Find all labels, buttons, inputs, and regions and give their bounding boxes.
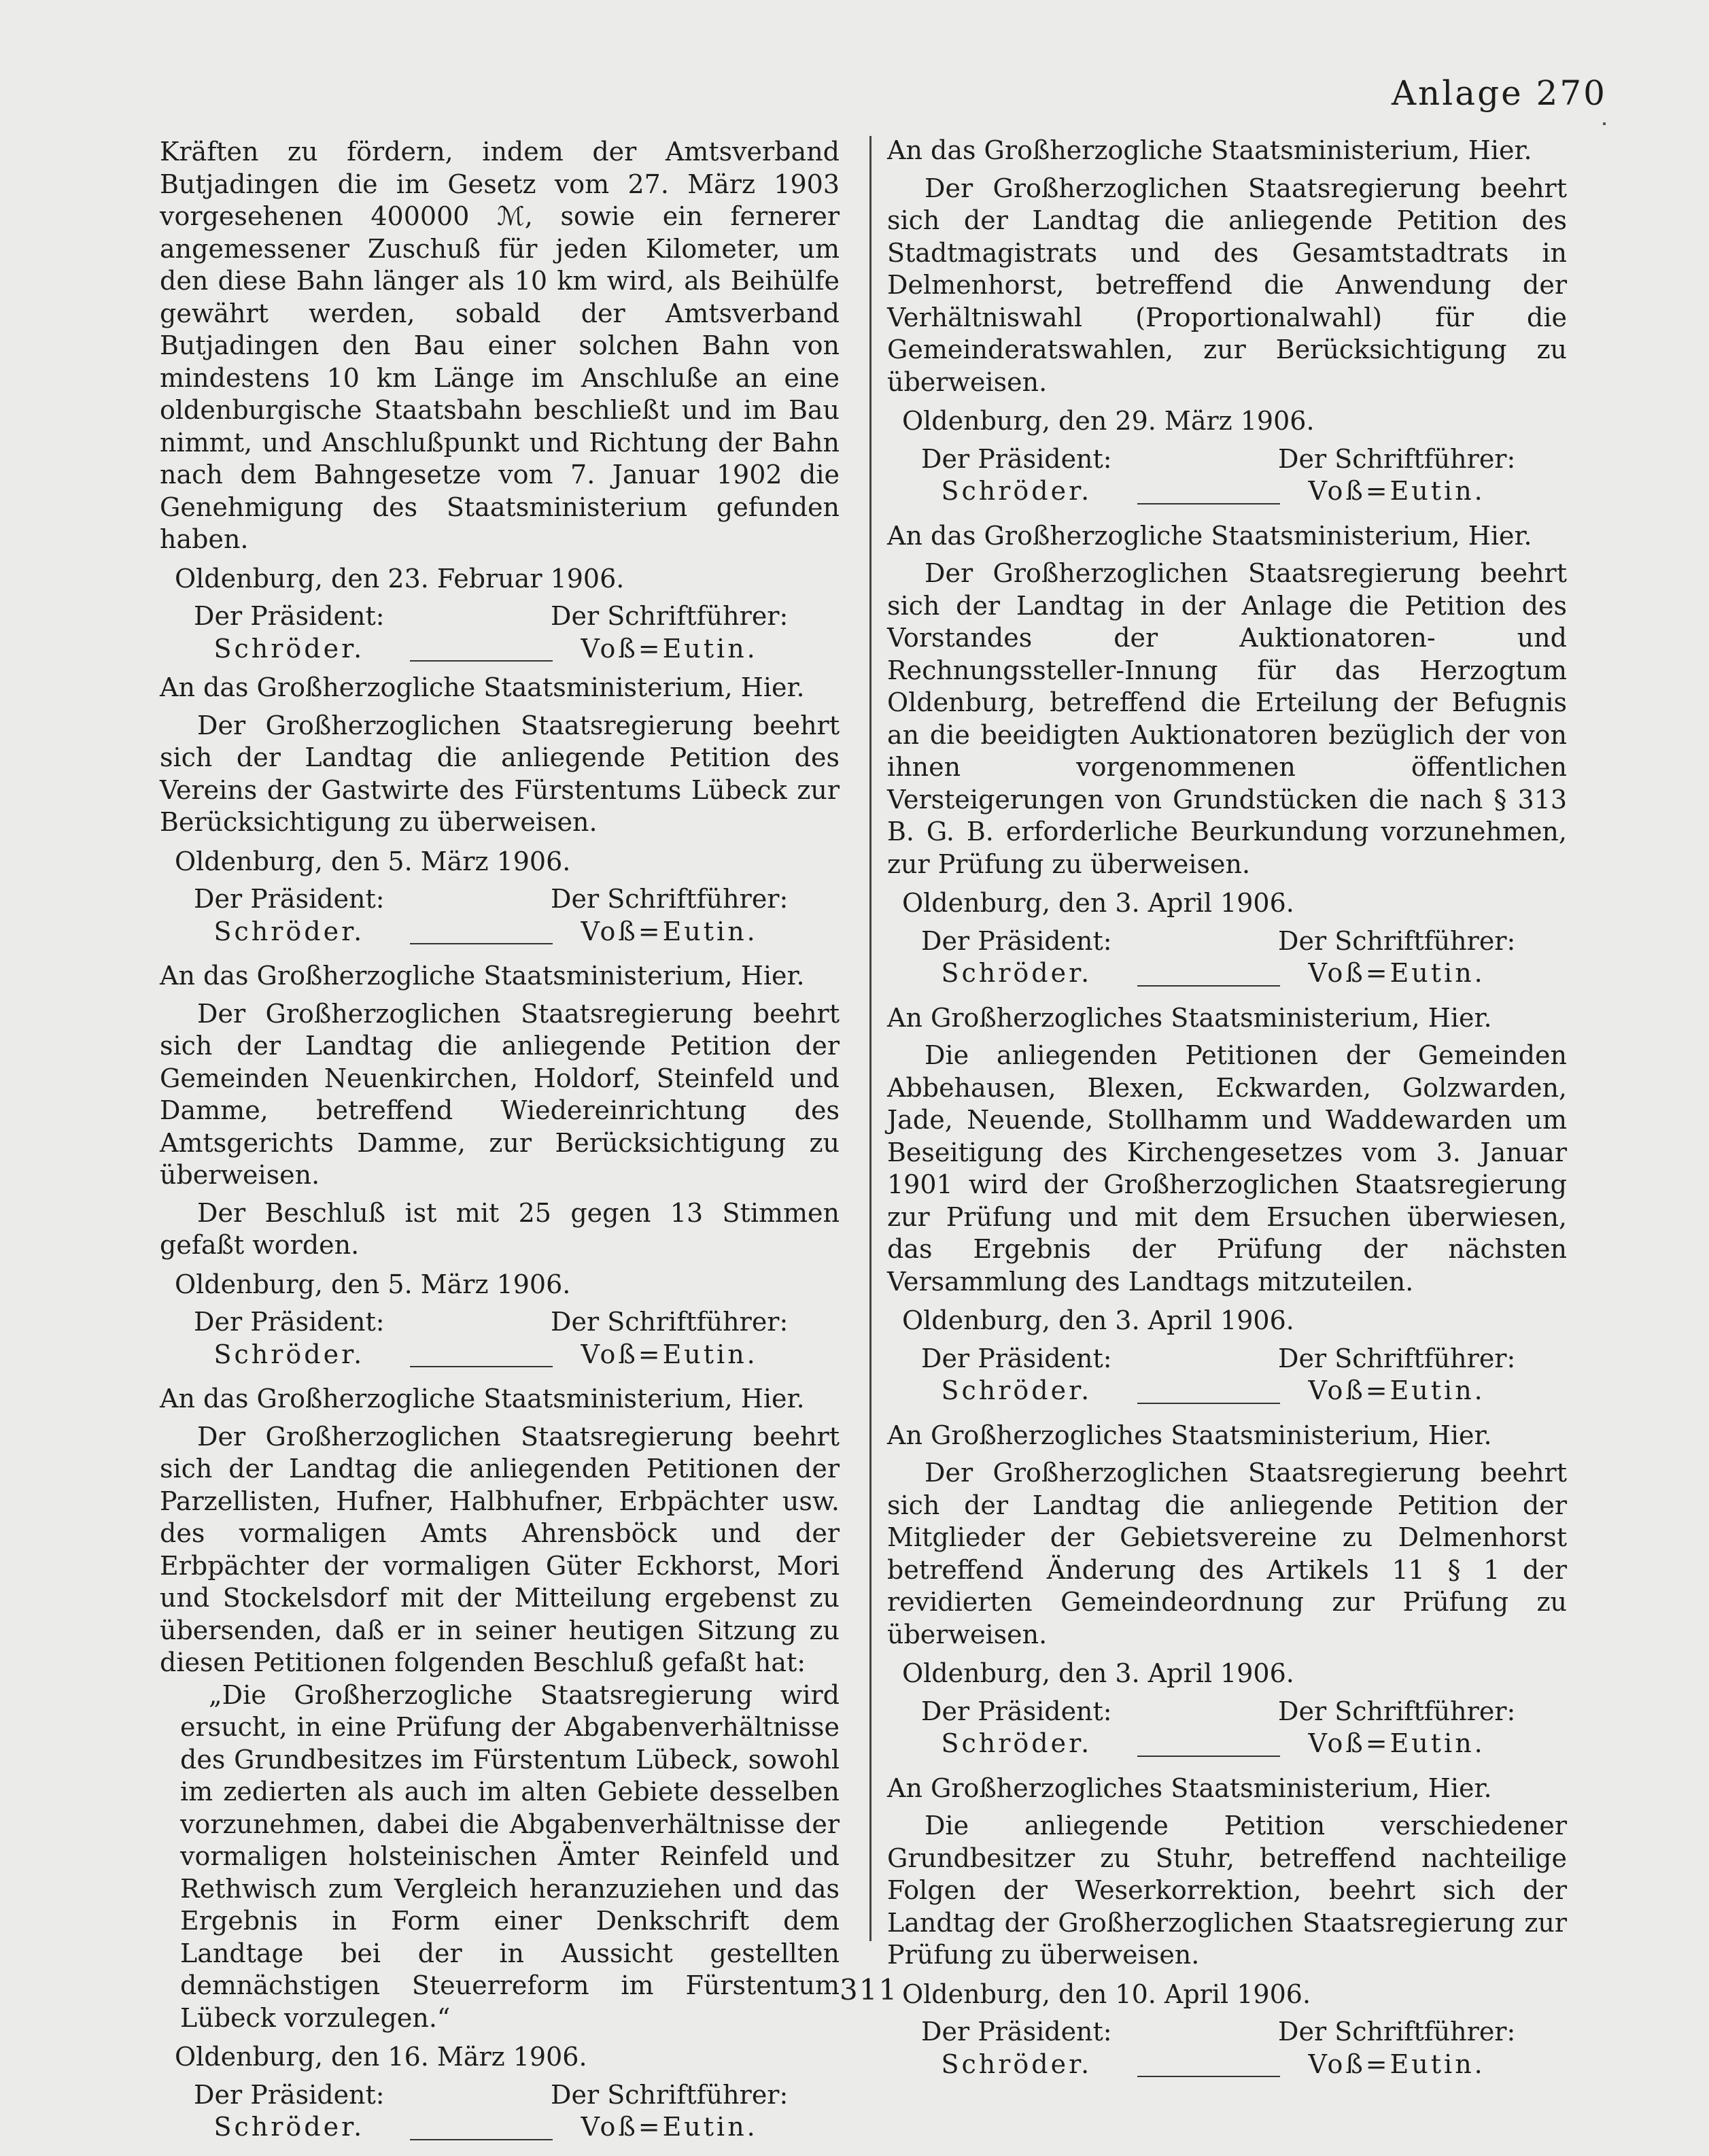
letter-address: An das Großherzogliche Staatsministerium, Hier. — [160, 672, 805, 702]
secretary-name: Voß=Eutin. — [581, 633, 758, 664]
letter-address: An das Großherzogliche Staatsministerium, Hier. — [160, 961, 805, 991]
signature-block — [887, 443, 1567, 508]
secretary-signature — [551, 1306, 788, 1371]
separator-rule — [1137, 1756, 1280, 1757]
letter-section — [887, 1002, 1567, 1407]
secretary-title: Der Schriftführer: — [1278, 443, 1516, 474]
president-title: Der Präsident: — [921, 1343, 1112, 1373]
letter-address: An das Großherzogliche Staatsministerium, Hier. — [160, 1384, 805, 1414]
president-signature — [194, 2079, 385, 2144]
president-name: Schröder. — [213, 2112, 365, 2142]
date-line: Oldenburg, den 5. März 1906. — [175, 846, 571, 876]
left-column — [160, 136, 840, 2156]
secretary-signature — [1278, 925, 1515, 990]
date-line: Oldenburg, den 29. März 1906. — [902, 406, 1315, 436]
secretary-signature — [551, 600, 788, 665]
president-signature — [921, 925, 1112, 990]
secretary-name: Voß=Eutin. — [1308, 1375, 1485, 1405]
president-signature — [921, 2016, 1112, 2081]
letter-section — [887, 135, 1567, 508]
date-line: Oldenburg, den 5. März 1906. — [175, 1269, 571, 1299]
letter-section — [160, 1383, 840, 2144]
president-signature — [921, 1696, 1112, 1760]
separator-rule — [410, 943, 553, 944]
secretary-title: Der Schriftführer: — [1278, 1343, 1516, 1373]
secretary-title: Der Schriftführer: — [1278, 2017, 1516, 2047]
letter-address: An das Großherzogliche Staatsministerium, Hier. — [887, 135, 1532, 165]
signature-block — [160, 883, 840, 948]
date-line: Oldenburg, den 3. April 1906. — [902, 1658, 1294, 1688]
secretary-title: Der Schriftführer: — [551, 1307, 789, 1337]
signature-block — [887, 1696, 1567, 1760]
letter-paragraph: Der Großherzoglichen Staatsregierung beehrt sich der Landtag in der Anlage die Petition des Vorstandes der Auktionatoren- und Rechnungssteller-Innung für das Herzogtum Oldenburg, betreffend die Erteilung der Befugnis an die beeidigten Auktionatoren bezüglich der von ihnen vorgenommenen öffentlichen Versteigerungen von Grundstücken die nach § 313 B. G. B. erforderliche Beurkundung vorzunehmen, zur Prüfung zu überweisen. — [887, 558, 1567, 879]
secretary-name: Voß=Eutin. — [581, 916, 758, 946]
letter-paragraph: Der Großherzoglichen Staatsregierung beehrt sich der Landtag die anliegende Petition des Vereins der Gastwirte des Fürstentums Lübeck zur Berücksichtigung zu überweisen. — [160, 710, 840, 837]
letter-paragraph: Die anliegende Petition verschiedener Grundbesitzer zu Stuhr, betreffend nachteilige Folgen der Weserkorrektion, beehrt sich der Landtag der Großherzoglichen Staatsregierung zur Prüfung zu überweisen. — [887, 1811, 1567, 1970]
separator-rule — [1137, 503, 1280, 504]
secretary-signature — [1278, 1343, 1515, 1407]
signature-block — [887, 925, 1567, 990]
president-signature — [194, 1306, 385, 1371]
president-title: Der Präsident: — [194, 1307, 385, 1337]
signature-block — [160, 2079, 840, 2144]
separator-rule — [410, 1366, 553, 1367]
secretary-signature — [1278, 1696, 1515, 1760]
secretary-signature — [551, 883, 788, 948]
secretary-signature — [1278, 443, 1515, 508]
president-title: Der Präsident: — [921, 443, 1112, 474]
secretary-title: Der Schriftführer: — [551, 601, 789, 631]
secretary-name: Voß=Eutin. — [1308, 1728, 1485, 1758]
secretary-name: Voß=Eutin. — [581, 1339, 758, 1369]
margin-dot — [1603, 122, 1606, 125]
appendix-label: Anlage 270 — [1391, 73, 1607, 113]
president-title: Der Präsident: — [921, 2017, 1112, 2047]
letter-paragraph: Der Großherzoglichen Staatsregierung beehrt sich der Landtag die anliegenden Petitionen der Parzellisten, Hufner, Halbhufner, Erbpächter usw. des vormaligen Amts Ahrensböck und der Erbpächter der vormaligen Güter Eckhorst, Mori und Stockelsdorf mit der Mitteilung ergebenst zu übersenden, daß er in seiner heutigen Sitzung zu diesen Petitionen folgenden Beschluß gefaßt hat: — [160, 1421, 840, 1677]
president-signature — [194, 883, 385, 948]
president-name: Schröder. — [213, 1339, 365, 1369]
secretary-title: Der Schriftführer: — [551, 2079, 789, 2110]
letter-address: An das Großherzogliche Staatsministerium, Hier. — [887, 520, 1532, 551]
secretary-signature — [551, 2079, 788, 2144]
president-title: Der Präsident: — [921, 1696, 1112, 1726]
president-title: Der Präsident: — [194, 2079, 385, 2110]
date-line: Oldenburg, den 10. April 1906. — [902, 1979, 1311, 2009]
secretary-name: Voß=Eutin. — [1308, 476, 1485, 506]
signature-block — [160, 1306, 840, 1371]
separator-rule — [1137, 2076, 1280, 2077]
continued-paragraph: Kräften zu fördern, indem der Amtsverband Butjadingen die im Gesetz vom 27. März 1903 vorgesehenen 400000 ℳ, sowie ein fernerer angemessener Zuschuß für jeden Kilometer, um den diese Bahn länger als 10 km wird, als Beihülfe gewährt werden, sobald der Amtsverband Butjadingen den Bau einer solchen Bahn von mindestens 10 km Länge im Anschluße an eine oldenburgische Staatsbahn beschließt und im Bau nimmt, und Anschlußpunkt und Richtung der Bahn nach dem Bahngesetze vom 7. Januar 1902 die Genehmigung des Staatsministerium gefunden haben. — [160, 137, 840, 554]
president-title: Der Präsident: — [194, 601, 385, 631]
letter-paragraph: Der Großherzoglichen Staatsregierung beehrt sich der Landtag die anliegende Petition des Stadtmagistrats und des Gesamtstadtrats in Delmenhorst, betreffend die Anwendung der Verhältniswahl (Proportionalwahl) für die Gemeinderatswahlen, zur Berücksichtigung zu überweisen. — [887, 173, 1567, 397]
signature-block — [887, 2016, 1567, 2081]
letter-address: An Großherzogliches Staatsministerium, Hier. — [887, 1420, 1492, 1450]
secretary-name: Voß=Eutin. — [1308, 2049, 1485, 2079]
signature-block — [887, 1343, 1567, 1407]
page-number: 311 — [840, 1973, 899, 2006]
secretary-title: Der Schriftführer: — [1278, 1696, 1516, 1726]
secretary-name: Voß=Eutin. — [1308, 958, 1485, 988]
president-title: Der Präsident: — [921, 925, 1112, 956]
right-column — [887, 135, 1567, 2093]
date-line: Oldenburg, den 3. April 1906. — [902, 888, 1294, 918]
president-signature — [921, 443, 1112, 508]
president-name: Schröder. — [213, 916, 365, 946]
secretary-title: Der Schriftführer: — [1278, 925, 1516, 956]
date-line: Oldenburg, den 16. März 1906. — [175, 2042, 587, 2072]
letter-section — [887, 520, 1567, 990]
date-line: Oldenburg, den 23. Februar 1906. — [175, 563, 625, 594]
resolution-quote: „Die Großherzogliche Staatsregierung wird ersucht, in eine Prüfung der Abgabenverhältnisse des Grundbesitzes im Fürstentum Lübeck, sowohl im zedierten als auch im alten Gebiete desselben vorzunehmen, dabei die Abgabenverhältnisse der vormaligen holsteinischen Ämter Reinfeld und Rethwisch zum Vergleich heranzuziehen und das Ergebnis in Form einer Denkschrift dem Landtage bei der in Aussicht gestellten demnächstigen Steuerreform im Fürstentum Lübeck vorzulegen.“ — [180, 1679, 840, 2033]
president-signature — [921, 1343, 1112, 1407]
letter-paragraph: Der Großherzoglichen Staatsregierung beehrt sich der Landtag die anliegende Petition der Mitglieder der Gebietsvereine zu Delmenhorst betreffend Änderung des Artikels 11 § 1 der revidierten Gemeindeordnung zur Prüfung zu überweisen. — [887, 1458, 1567, 1649]
separator-rule — [410, 2139, 553, 2140]
separator-rule — [410, 660, 553, 662]
letter-paragraph: Der Beschluß ist mit 25 gegen 13 Stimmen gefaßt worden. — [160, 1197, 840, 1260]
letter-section — [160, 960, 840, 1371]
signature-block — [160, 600, 840, 665]
secretary-signature — [1278, 2016, 1515, 2081]
president-signature — [194, 600, 385, 665]
letter-section — [160, 672, 840, 948]
president-title: Der Präsident: — [194, 884, 385, 914]
president-name: Schröder. — [941, 1728, 1092, 1758]
letter-section — [887, 1773, 1567, 2081]
president-name: Schröder. — [941, 1375, 1092, 1405]
letter-address: An Großherzogliches Staatsministerium, Hier. — [887, 1773, 1492, 1803]
letter-paragraph: Der Großherzoglichen Staatsregierung beehrt sich der Landtag die anliegende Petition der Gemeinden Neuenkirchen, Holdorf, Steinfeld und Damme, betreffend Wiedereinrichtung des Amtsgerichts Damme, zur Berücksichtigung zu überweisen. — [160, 998, 840, 1190]
letter-address: An Großherzogliches Staatsministerium, Hier. — [887, 1002, 1492, 1033]
letter-section — [887, 1420, 1567, 1760]
separator-rule — [1137, 985, 1280, 987]
president-name: Schröder. — [941, 2049, 1092, 2079]
president-name: Schröder. — [941, 958, 1092, 988]
letter-paragraph: Die anliegenden Petitionen der Gemeinden Abbehausen, Blexen, Eckwarden, Golzwarden, Jade, Neuende, Stollhamm und Waddewarden um Beseitigung des Kirchengesetzes vom 3. Januar 1901 wird der Großherzoglichen Staatsregierung zur Prüfung und mit dem Ersuchen überwiesen, das Ergebnis der Prüfung der nächsten Versammlung des Landtags mitzuteilen. — [887, 1040, 1567, 1297]
date-line: Oldenburg, den 3. April 1906. — [902, 1305, 1294, 1335]
secretary-name: Voß=Eutin. — [581, 2112, 758, 2142]
president-name: Schröder. — [213, 633, 365, 664]
president-name: Schröder. — [941, 476, 1092, 506]
secretary-title: Der Schriftführer: — [551, 884, 789, 914]
separator-rule — [1137, 1403, 1280, 1404]
column-divider — [869, 136, 871, 1941]
